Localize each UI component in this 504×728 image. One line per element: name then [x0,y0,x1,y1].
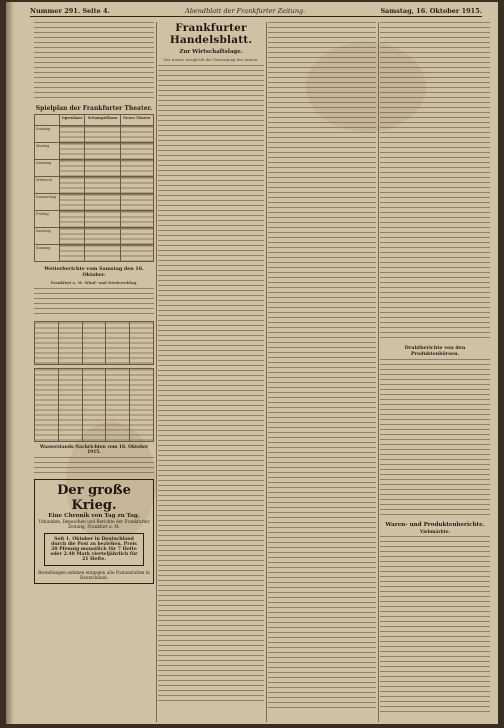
theatre-col-header: Schauspielhaus [85,115,120,126]
market-text [380,359,490,519]
advert-box [34,479,154,584]
advert-footer: Bestellungen nehmen entgegen alle Postanstalten in Deutschland. [38,570,150,580]
binding-fold [6,2,14,724]
column-rule [156,22,157,722]
weather-table [34,321,154,365]
theatre-day: Freitag [35,211,60,228]
theatre-day: Montag [35,143,60,160]
column-rule [378,22,379,722]
article-text [158,65,264,705]
article-text [268,22,376,712]
text-block [34,22,154,102]
theatre-col-header: Opernhaus [59,115,85,126]
theatre-day: Donnerstag [35,194,60,211]
advert-price-box: Seit 1. Oktober in Deutschland durch die Post zu beziehen. Preis 20 Pfennig monatlich für 7 Hefte oder 2.40 Mark vierteljährlich für 21 Hefte. [44,533,144,566]
advert-subtitle: Eine Chronik von Tag zu Tag. [48,513,140,519]
newspaper-page [6,2,498,724]
theatre-day: Mittwoch [35,177,60,194]
theatre-col-header: Neues Theater [120,115,153,126]
column-4 [380,22,490,722]
article-text [380,22,490,342]
water-title: Wasserstands-Nachrichten vom 16. Oktober 1915. [39,445,149,455]
header-right: Samstag, 16. Oktober 1915. [380,6,482,15]
column-3 [268,22,376,722]
drahtberichte-title: Drahtberichte von den Produktenbörsen. [404,345,466,357]
theatre-day: Samstag [35,228,60,245]
theatre-day: Dienstag [35,160,60,177]
theatre-day: Sonntag [35,245,60,262]
weather-table-2 [34,368,154,442]
page-header [30,5,482,17]
section-byline: Der innere Ausgleich der Versorgung der Armen. [163,57,259,62]
header-center: Abendblatt der Frankfurter Zeitung. [185,6,306,15]
viehmaerkte-title: Viehmärkte. [419,530,451,535]
warenberichte-title: Waren- und Produktenberichte. [385,522,485,528]
column-2 [158,22,264,722]
column-1 [34,22,154,722]
theatre-col-header [35,115,60,126]
theatre-day: Sonntag [35,126,60,143]
advert-title: Der große Krieg. [57,483,131,513]
section-title: Zur Wirtschaftslage. [179,49,243,55]
column-rule [266,22,267,722]
weather-text [34,288,154,318]
theatre-table [34,114,154,262]
header-left: Nummer 291. Seite 4. [30,6,110,15]
weather-title: Wetterberichte vom Samstag den 16. Oktober. [44,266,144,278]
handelsblatt-title: Frankfurter Handelsblatt. [169,22,253,46]
water-text [34,457,154,473]
market-text [380,536,490,716]
theatre-title: Spielplan der Frankfurter Theater. [35,105,153,112]
weather-sub: Frankfurt a. M. Wind- und Niederschlag. [50,280,138,285]
advert-subtitle-2: Urkunden, Depeschen und Berichte der Frankfurter Zeitung, Frankfurt a. M. [38,519,150,529]
